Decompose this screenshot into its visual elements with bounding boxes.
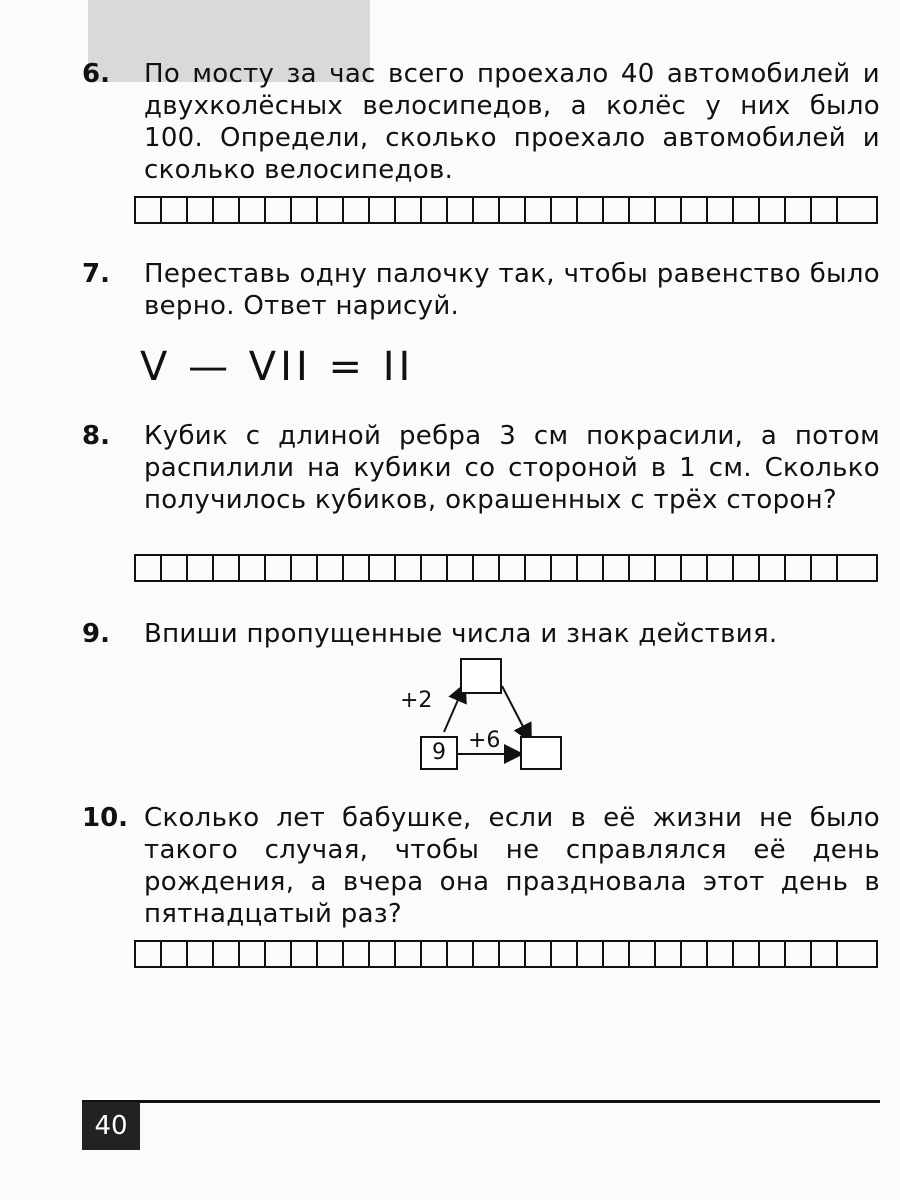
answer-cell[interactable] (656, 556, 682, 580)
answer-cell[interactable] (474, 942, 500, 966)
answer-cell[interactable] (370, 556, 396, 580)
task-6 (82, 58, 880, 186)
answer-cell[interactable] (318, 198, 344, 222)
task-text: Впиши пропущенные числа и знак действия. (144, 619, 778, 649)
task-number: 9. (82, 619, 110, 649)
arrow-down (502, 686, 530, 740)
answer-cell[interactable] (604, 556, 630, 580)
answer-cell[interactable] (656, 198, 682, 222)
task-text: По мосту за час всего проехало 40 автомобилей и двухколёсных велосипедов, а колёс у них было 100. Определи, сколько проехало автомобилей и сколько велосипедов. (144, 59, 880, 185)
answer-cell[interactable] (526, 556, 552, 580)
answer-cell[interactable] (240, 556, 266, 580)
task-text: Переставь одну палочку так, чтобы равенство было верно. Ответ нарисуй. (144, 259, 880, 321)
answer-cell[interactable] (370, 198, 396, 222)
answer-cell[interactable] (370, 942, 396, 966)
answer-cell[interactable] (188, 198, 214, 222)
answer-cell[interactable] (838, 942, 864, 966)
answer-cell[interactable] (708, 942, 734, 966)
answer-cell[interactable] (188, 942, 214, 966)
answer-cell[interactable] (682, 942, 708, 966)
task-number: 7. (82, 259, 110, 289)
answer-cell[interactable] (526, 942, 552, 966)
end-value-box[interactable] (520, 736, 562, 770)
answer-cell[interactable] (578, 198, 604, 222)
answer-cell[interactable] (292, 942, 318, 966)
answer-cell[interactable] (188, 556, 214, 580)
answer-cell[interactable] (292, 198, 318, 222)
answer-cell[interactable] (682, 556, 708, 580)
answer-cell[interactable] (396, 198, 422, 222)
answer-cell[interactable] (682, 198, 708, 222)
answer-cell[interactable] (500, 198, 526, 222)
answer-cell[interactable] (344, 198, 370, 222)
answer-cell[interactable] (526, 198, 552, 222)
answer-cell[interactable] (422, 942, 448, 966)
answer-cell[interactable] (552, 556, 578, 580)
answer-cell[interactable] (474, 556, 500, 580)
answer-cell[interactable] (318, 556, 344, 580)
answer-cell[interactable] (500, 556, 526, 580)
answer-cell[interactable] (708, 198, 734, 222)
answer-cell[interactable] (656, 942, 682, 966)
answer-cell[interactable] (500, 942, 526, 966)
answer-cell[interactable] (162, 942, 188, 966)
answer-cell[interactable] (734, 198, 760, 222)
answer-cell[interactable] (136, 942, 162, 966)
answer-cell[interactable] (162, 556, 188, 580)
task-7 (82, 258, 880, 322)
footer-rule (82, 1100, 880, 1103)
answer-cell[interactable] (136, 198, 162, 222)
page-number: 40 (82, 1102, 140, 1150)
answer-cell[interactable] (448, 198, 474, 222)
answer-cell[interactable] (630, 198, 656, 222)
answer-cell[interactable] (708, 556, 734, 580)
answer-cell[interactable] (760, 198, 786, 222)
task-8 (82, 420, 880, 516)
answer-cell[interactable] (786, 556, 812, 580)
answer-cell[interactable] (214, 942, 240, 966)
answer-cell[interactable] (734, 942, 760, 966)
answer-cell[interactable] (838, 556, 864, 580)
answer-cell[interactable] (396, 556, 422, 580)
task-text: Кубик с длиной ребра 3 см покрасили, а потом распилили на кубики со стороной в 1 см. Сколько получилось кубиков, окрашенных с трёх сторон? (144, 421, 880, 515)
answer-cell[interactable] (266, 198, 292, 222)
roman-equation: V — VII = II (140, 344, 415, 390)
answer-cell[interactable] (448, 942, 474, 966)
answer-cell[interactable] (578, 942, 604, 966)
task-text: Сколько лет бабушке, если в её жизни не было такого случая, чтобы не справлялся её день рождения, а вчера она праздновала этот день в пятнадцатый раз? (144, 803, 880, 929)
start-value-box: 9 (420, 736, 458, 770)
answer-cell[interactable] (266, 942, 292, 966)
answer-cell[interactable] (474, 198, 500, 222)
answer-cell[interactable] (786, 942, 812, 966)
top-value-box[interactable] (460, 658, 502, 694)
answer-cell[interactable] (760, 942, 786, 966)
task-9 (82, 618, 880, 650)
task-number: 10. (82, 803, 129, 833)
answer-cell[interactable] (422, 198, 448, 222)
answer-cell[interactable] (812, 556, 838, 580)
answer-cell[interactable] (760, 556, 786, 580)
answer-cells-10[interactable] (134, 940, 878, 968)
answer-cell[interactable] (578, 556, 604, 580)
answer-cell[interactable] (734, 556, 760, 580)
answer-cell[interactable] (266, 556, 292, 580)
answer-cell[interactable] (396, 942, 422, 966)
answer-cell[interactable] (136, 556, 162, 580)
label-across: +6 (468, 728, 501, 753)
answer-cell[interactable] (630, 556, 656, 580)
answer-cell[interactable] (812, 198, 838, 222)
answer-cells-6[interactable] (134, 196, 878, 224)
answer-cell[interactable] (344, 556, 370, 580)
answer-cell[interactable] (552, 198, 578, 222)
answer-cell[interactable] (552, 942, 578, 966)
answer-cells-8[interactable] (134, 554, 878, 582)
answer-cell[interactable] (162, 198, 188, 222)
answer-cell[interactable] (344, 942, 370, 966)
answer-cell[interactable] (838, 198, 864, 222)
answer-cell[interactable] (292, 556, 318, 580)
task-number: 6. (82, 59, 110, 89)
answer-cell[interactable] (604, 942, 630, 966)
answer-cell[interactable] (214, 198, 240, 222)
number-diagram (390, 650, 590, 780)
answer-cell[interactable] (448, 556, 474, 580)
answer-cell[interactable] (240, 942, 266, 966)
answer-cell[interactable] (812, 942, 838, 966)
answer-cell[interactable] (240, 198, 266, 222)
answer-cell[interactable] (604, 198, 630, 222)
answer-cell[interactable] (422, 556, 448, 580)
answer-cell[interactable] (214, 556, 240, 580)
answer-cell[interactable] (630, 942, 656, 966)
task-10 (82, 802, 880, 930)
answer-cell[interactable] (786, 198, 812, 222)
task-number: 8. (82, 421, 110, 451)
answer-cell[interactable] (318, 942, 344, 966)
label-up: +2 (400, 688, 433, 713)
